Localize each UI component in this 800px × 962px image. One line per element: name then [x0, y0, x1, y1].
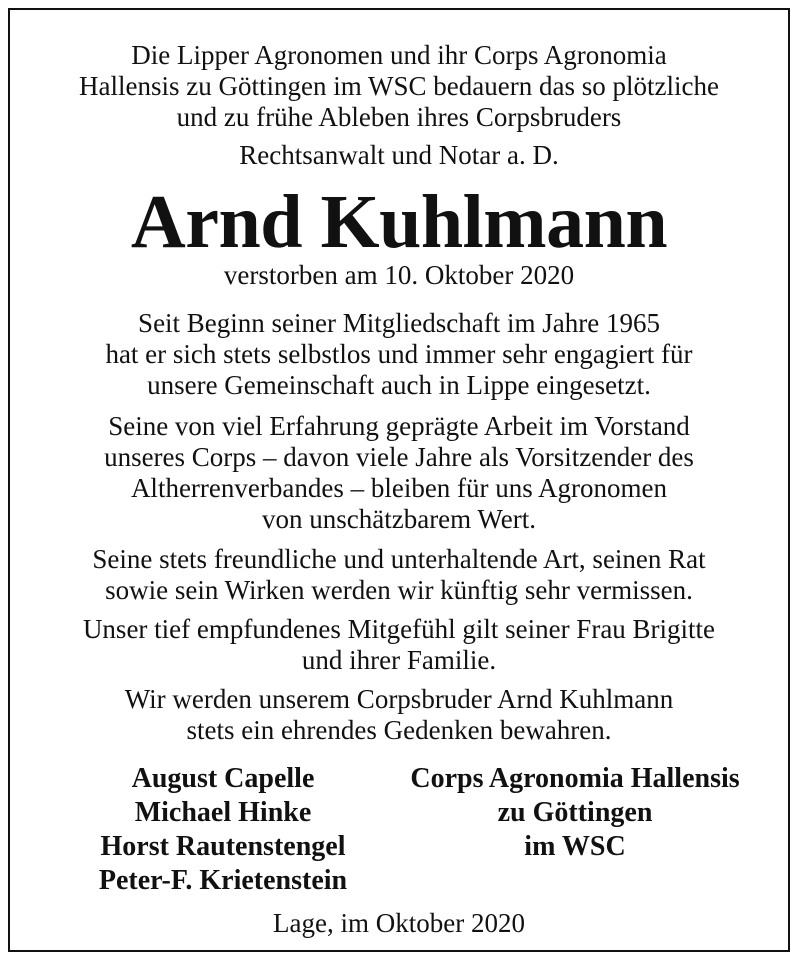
- obituary-notice: [8, 8, 790, 952]
- paragraph-character: [20, 544, 778, 606]
- intro-line: Die Lipper Agronomen und ihr Corps Agronomia: [131, 40, 667, 70]
- paragraph-line: Seine stets freundliche und unterhaltende Art, seinen Rat: [92, 544, 706, 574]
- paragraph-line: und ihrer Familie.: [301, 645, 497, 675]
- paragraph-line: von unschätzbarem Wert.: [262, 504, 536, 534]
- signatories-people: [68, 762, 378, 898]
- paragraph-remembrance: [20, 684, 778, 746]
- date-of-death-line: verstorben am 10. Oktober 2020: [223, 260, 575, 290]
- signatory-name: Peter-F. Krietenstein: [98, 865, 348, 896]
- organization-line: zu Göttingen: [497, 797, 653, 828]
- signatory-name: August Capelle: [131, 763, 315, 794]
- intro-line: und zu frühe Ableben ihres Corpsbruders: [176, 102, 622, 132]
- paragraph-line: sowie sein Wirken werden wir künftig sehr vermissen.: [105, 575, 693, 605]
- signatory-name: Horst Rautenstengel: [100, 831, 346, 862]
- paragraph-line: hat er sich stets selbstlos und immer sehr engagiert für: [105, 339, 693, 369]
- paragraph-condolence: [20, 614, 778, 676]
- professional-title: Rechtsanwalt und Notar a. D.: [239, 140, 559, 170]
- paragraph-line: unsere Gemeinschaft auch in Lippe eingesetzt.: [147, 370, 651, 400]
- footer: [20, 908, 778, 939]
- signatory-name: Michael Hinke: [134, 797, 312, 828]
- paragraph-line: Altherrenverbandes – bleiben für uns Agronomen: [130, 473, 668, 503]
- paragraph-line: Seine von viel Erfahrung geprägte Arbeit im Vorstand: [108, 411, 690, 441]
- date-of-death: [20, 260, 778, 291]
- organization-line: im WSC: [524, 831, 626, 862]
- paragraph-line: stets ein ehrendes Gedenken bewahren.: [186, 715, 612, 745]
- organization-line: Corps Agronomia Hallensis: [410, 763, 740, 794]
- place-and-date: Lage, im Oktober 2020: [273, 908, 525, 938]
- paragraph-line: Seit Beginn seiner Mitgliedschaft im Jahre 1965: [138, 308, 660, 338]
- paragraph-membership: [20, 308, 778, 401]
- paragraph-line: Unser tief empfundenes Mitgefühl gilt seiner Frau Brigitte: [82, 614, 716, 644]
- deceased-name-block: [20, 182, 778, 262]
- deceased-name: Arnd Kuhlmann: [130, 180, 668, 264]
- signatories-organization: [380, 762, 770, 864]
- intro-text: [20, 40, 778, 133]
- deceased-title: [20, 140, 778, 171]
- paragraph-line: Wir werden unserem Corpsbruder Arnd Kuhlmann: [124, 684, 674, 714]
- paragraph-line: unseres Corps – davon viele Jahre als Vorsitzender des: [104, 442, 694, 472]
- paragraph-board-work: [20, 411, 778, 535]
- notice-content: [20, 10, 778, 950]
- intro-line: Hallensis zu Göttingen im WSC bedauern das so plötzliche: [79, 71, 719, 101]
